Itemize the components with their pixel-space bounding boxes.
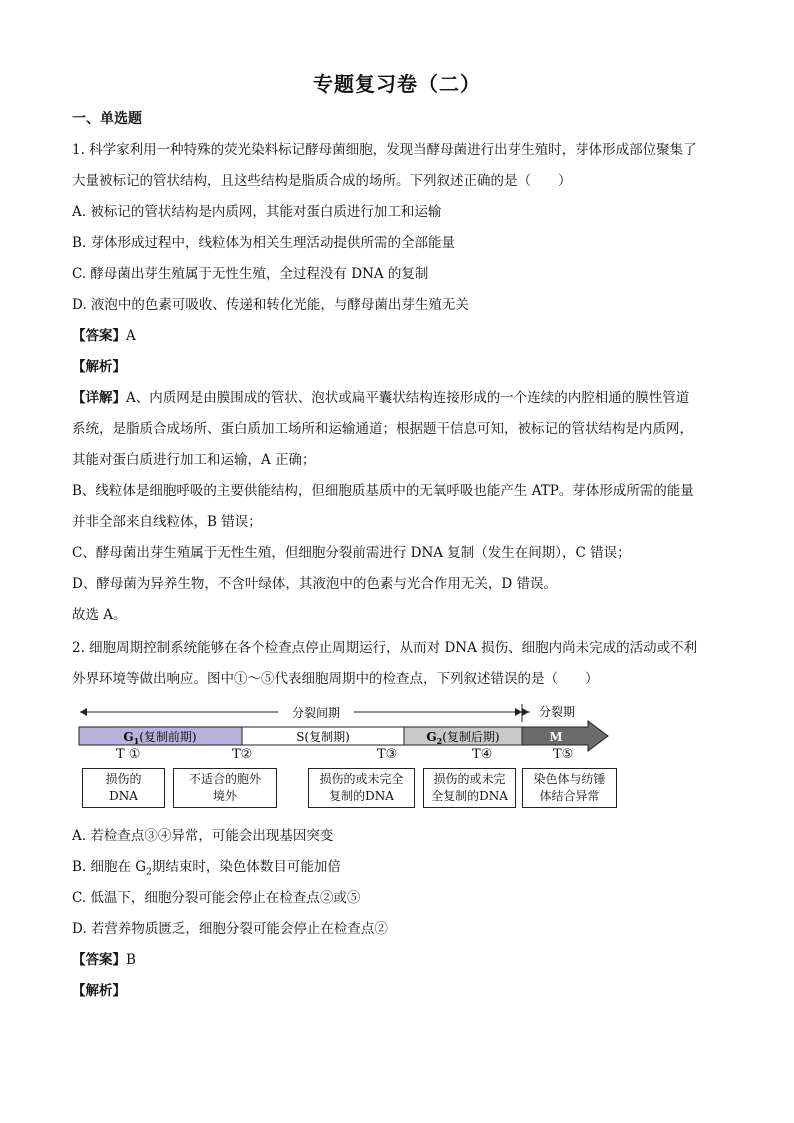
g1-label: $G_1$(复制前期) [123, 730, 197, 746]
q1-option-a: A. 被标记的管状结构是内质网，其能对蛋白质进行加工和运输 [72, 204, 442, 220]
section-heading: 一、单选题 [72, 111, 142, 127]
m-label: M [549, 730, 563, 744]
box-3-line2: 复制的DNA [329, 789, 394, 803]
q1-option-b: B. 芽体形成过程中，线粒体为相关生理活动提供所需的全部能量 [72, 235, 456, 251]
q2-stem-line1: 2. 细胞周期控制系统能够在各个检查点停止周期运行，从而对 DNA 损伤、细胞内尚未完成的活动或不利 [72, 640, 698, 656]
q2-answer [72, 950, 136, 970]
checkpoint-box-1 [82, 768, 165, 808]
box-5-line1: 染色体与纺锤 [533, 772, 606, 786]
q1-option-c: C. 酵母菌出芽生殖属于无性生殖，全过程没有 DNA 的复制 [72, 266, 429, 282]
answer-tag: 【答案】 [72, 328, 126, 344]
checkpoint-5: T⑤ [553, 747, 574, 762]
checkpoint-1: T ① [116, 747, 141, 762]
q2-option-a: A. 若检查点③④异常，可能会出现基因突变 [72, 828, 334, 844]
s-label: S(复制期) [296, 730, 350, 744]
arrow-left-head [80, 708, 87, 716]
answer-value: B [126, 952, 136, 968]
q1-detail-line5: 并非全部来自线粒体，B 错误； [72, 514, 262, 530]
box-1-line1: 损伤的 [105, 772, 142, 786]
q1-analysis-tag: 【解析】 [72, 359, 126, 375]
checkpoint-box-3 [308, 768, 415, 808]
q1-stem-line2: 大量被标记的管状结构，且这些结构是脂质合成的场所。下列叙述正确的是（ ） [72, 173, 572, 189]
mitosis-arrow-head [522, 708, 529, 716]
mitosis-label: 分裂期 [538, 705, 576, 719]
q2-option-b-pre: B. 细胞在 G [72, 859, 147, 875]
q1-detail-line7: D、酵母菌为异养生物，不含叶绿体，其液泡中的色素与光合作用无关，D 错误。 [72, 576, 557, 592]
q2-analysis-tag: 【解析】 [72, 983, 126, 999]
q1-conclusion: 故选 A。 [72, 607, 127, 623]
box-1-line2: DNA [109, 789, 138, 803]
answer-value: A [126, 328, 136, 344]
checkpoint-2: T② [232, 747, 253, 762]
box-4-line2: 全复制的DNA [431, 789, 508, 803]
box-2-line2: 境外 [212, 789, 237, 803]
checkpoint-3: T③ [377, 747, 398, 762]
q2-option-c: C. 低温下，细胞分裂可能会停止在检查点②或⑤ [72, 890, 361, 906]
detail-text: A、内质网是由膜围成的管状、泡状或扁平囊状结构连接形成的一个连续的内腔相通的膜性管道 [126, 390, 690, 406]
q1-detail-line4: B、线粒体是细胞呼吸的主要供能结构，但细胞质基质中的无氧呼吸也能产生 ATP。芽体形成所需的能量 [72, 483, 694, 499]
answer-tag: 【答案】 [72, 952, 126, 968]
page-title: 专题复习卷（二） [313, 72, 481, 96]
q1-answer [72, 326, 136, 346]
g2-label: $G_2$(复制后期) [426, 730, 500, 746]
checkpoint-4: T④ [472, 747, 493, 762]
q2-option-b [72, 857, 341, 883]
q1-option-d: D. 液泡中的色素可吸收、传递和转化光能，与酵母菌出芽生殖无关 [72, 297, 469, 313]
q2-option-b-post: 期结束时，染色体数目可能加倍 [151, 859, 341, 875]
q1-detail-line3: 其能对蛋白质进行加工和运输，A 正确； [72, 452, 316, 468]
box-3-line1: 损伤的或未完全 [319, 772, 404, 786]
q1-detail-line2: 系统，是脂质合成场所、蛋白质加工场所和运输通道；根据题干信息可知，被标记的管状结构是内质网， [72, 421, 693, 437]
checkpoint-box-5 [522, 768, 617, 808]
box-5-line2: 体结合异常 [539, 789, 600, 803]
q1-detail-line6: C、酵母菌出芽生殖属于无性生殖，但细胞分裂前需进行 DNA 复制（发生在间期），C 错误； [72, 545, 631, 561]
detail-tag: 【详解】 [72, 390, 126, 406]
box-4-line1: 损伤的或未完 [433, 772, 506, 786]
cell-cycle-bar-svg [78, 700, 618, 770]
checkpoint-box-4 [423, 768, 516, 808]
box-2-line1: 不适合的胞外 [188, 772, 261, 786]
interphase-label: 分裂间期 [291, 706, 341, 720]
q2-stem-line2: 外界环境等做出响应。图中①～⑤代表细胞周期中的检查点，下列叙述错误的是（ ） [72, 671, 599, 687]
checkpoint-box-2 [173, 768, 277, 808]
q2-option-b-sub: 2 [146, 867, 152, 878]
q1-stem-line1: 1. 科学家利用一种特殊的荧光染料标记酵母菌细胞，发现当酵母菌进行出芽生殖时，芽体形成部位聚集了 [72, 142, 697, 158]
q2-option-d: D. 若营养物质匮乏，细胞分裂可能会停止在检查点② [72, 921, 388, 937]
arrow-right-head [515, 708, 522, 716]
q1-detail-line1 [72, 388, 689, 408]
